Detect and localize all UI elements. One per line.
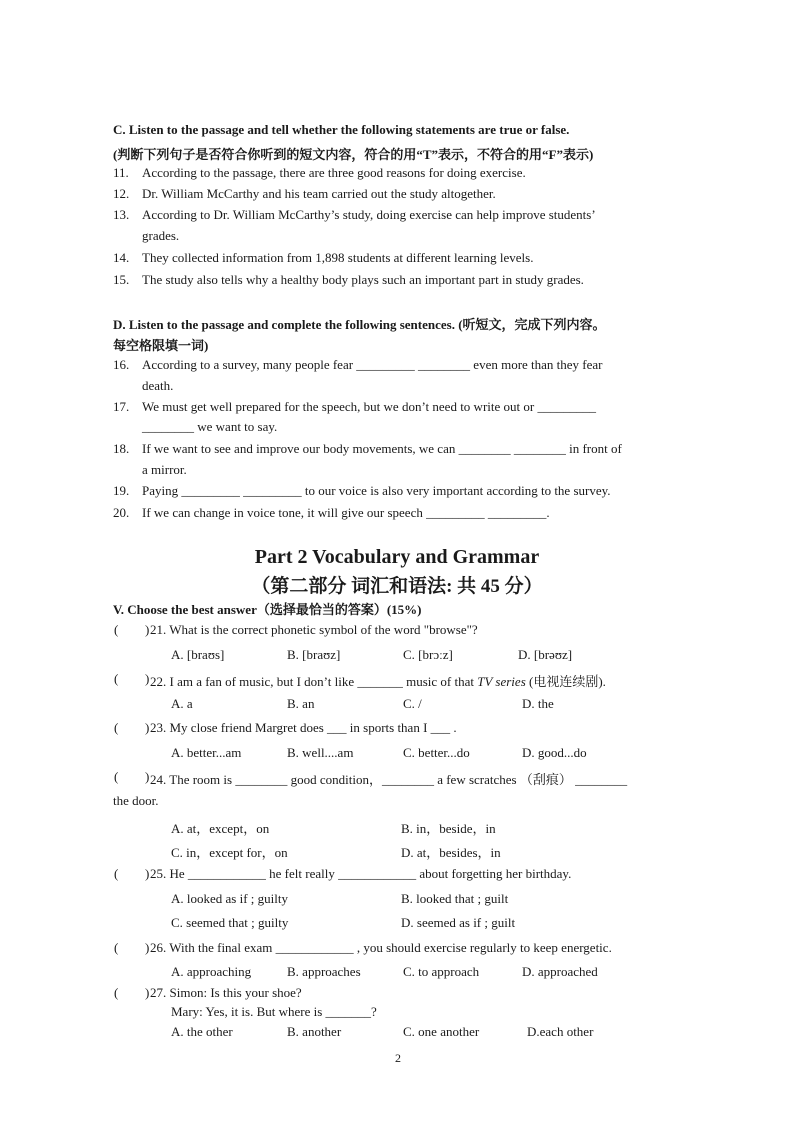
answer-blank-open: ( xyxy=(114,866,119,881)
item-text: They collected information from 1,898 students at different learning levels. xyxy=(142,250,534,265)
option-c: C. / xyxy=(403,696,422,711)
answer-blank-close: ) xyxy=(145,866,150,881)
option-b: B. well....am xyxy=(287,745,354,760)
option-d: D. seemed as if ; guilt xyxy=(401,915,516,930)
item-text-continued: grades. xyxy=(142,228,180,243)
option-b: B. in，beside，in xyxy=(401,821,496,836)
answer-blank-open: ( xyxy=(114,671,119,686)
item-text: Paying _________ _________ to our voice is also very important according to the survey. xyxy=(142,483,611,498)
answer-blank-open: ( xyxy=(114,622,119,637)
item-text-continued: a mirror. xyxy=(142,462,187,477)
question-stem-continued: the door. xyxy=(113,793,159,808)
option-b: B. [braʊz] xyxy=(287,647,341,662)
item-text: Dr. William McCarthy and his team carried out the study altogether. xyxy=(142,186,496,201)
section-c-title: C. Listen to the passage and tell whether the following statements are true or false. xyxy=(113,122,570,137)
item-text: If we want to see and improve our body movements, we can ________ ________ in front of xyxy=(142,441,622,456)
option-d: D. approached xyxy=(522,964,598,979)
item-number: 11. xyxy=(113,165,129,180)
option-d: D. [brəʊz] xyxy=(518,647,573,662)
option-a: A. approaching xyxy=(171,964,252,979)
section-d-title: D. Listen to the passage and complete the following sentences. (听短文，完成下列内容。 xyxy=(113,317,606,332)
item-text: According to the passage, there are three good reasons for doing exercise. xyxy=(142,165,526,180)
answer-blank-close: ) xyxy=(145,622,150,637)
item-number: 18. xyxy=(113,441,130,456)
option-a: A. a xyxy=(171,696,193,711)
item-text-continued: ________ we want to say. xyxy=(142,419,278,434)
question-stem: 21. What is the correct phonetic symbol of the word "browse"? xyxy=(150,622,478,637)
option-b: B. another xyxy=(287,1024,342,1039)
option-c: C. one another xyxy=(403,1024,480,1039)
question-stem: 24. The room is ________ good condition，________ a few scratches （刮痕） ________ xyxy=(150,772,628,787)
option-a: A. [braʊs] xyxy=(171,647,225,662)
answer-blank-close: ) xyxy=(145,671,150,686)
option-b: B. looked that ; guilt xyxy=(401,891,509,906)
question-stem: 25. He ____________ he felt really ____________ about forgetting her birthday. xyxy=(150,866,572,881)
item-text: According to a survey, many people fear _________ ________ even more than they fear xyxy=(142,357,603,372)
option-d: D. good...do xyxy=(522,745,587,760)
section-v-title: V. Choose the best answer（选择最恰当的答案）(15%) xyxy=(113,602,422,617)
option-c: C. to approach xyxy=(403,964,480,979)
option-a: A. at，except，on xyxy=(171,821,270,836)
option-c: C. better...do xyxy=(403,745,470,760)
item-number: 13. xyxy=(113,207,130,222)
answer-blank-open: ( xyxy=(114,720,119,735)
item-number: 16. xyxy=(113,357,130,372)
item-number: 15. xyxy=(113,272,130,287)
question-stem-part: 22. I am a fan of music, but I don’t like _______ music of that xyxy=(150,674,478,689)
item-number: 17. xyxy=(113,399,130,414)
question-stem: 27. Simon: Is this your shoe? xyxy=(150,985,302,1000)
question-stem-part: (电视连续剧). xyxy=(525,674,606,689)
item-number: 12. xyxy=(113,186,130,201)
option-c: C. [brɔːz] xyxy=(403,647,453,662)
question-stem: 23. My close friend Margret does ___ in sports than I ___ . xyxy=(150,720,457,735)
item-number: 14. xyxy=(113,250,130,265)
answer-blank-close: ) xyxy=(145,720,150,735)
item-text: We must get well prepared for the speech, but we don’t need to write out or _________ xyxy=(142,399,596,414)
answer-blank-open: ( xyxy=(114,940,119,955)
part-2-subtitle: （第二部分 词汇和语法: 共 45 分） xyxy=(251,576,543,597)
answer-blank-close: ) xyxy=(145,940,150,955)
option-d: D.each other xyxy=(527,1024,594,1039)
item-text: According to Dr. William McCarthy’s study, doing exercise can help improve students’ xyxy=(142,207,596,222)
option-a: A. better...am xyxy=(171,745,242,760)
item-text: The study also tells why a healthy body plays such an important part in study grades. xyxy=(142,272,584,287)
option-c: C. seemed that ; guilty xyxy=(171,915,289,930)
option-b: B. approaches xyxy=(287,964,361,979)
item-text-continued: death. xyxy=(142,378,174,393)
option-a: A. the other xyxy=(171,1024,233,1039)
answer-blank-open: ( xyxy=(114,769,119,784)
item-number: 20. xyxy=(113,505,130,520)
item-number: 19. xyxy=(113,483,130,498)
option-d: D. the xyxy=(522,696,554,711)
answer-blank-open: ( xyxy=(114,985,119,1000)
answer-blank-close: ) xyxy=(145,769,150,784)
option-b: B. an xyxy=(287,696,315,711)
question-stem xyxy=(150,671,606,690)
section-d-title-line2: 每空格限填一词) xyxy=(113,338,209,353)
question-stem-italic: TV series xyxy=(477,674,526,689)
answer-blank-close: ) xyxy=(145,985,150,1000)
option-d: D. at，besides，in xyxy=(401,845,501,860)
question-stem: 26. With the final exam ____________ , you should exercise regularly to keep energetic. xyxy=(150,940,612,955)
page-number: 2 xyxy=(395,1051,401,1065)
part-2-title: Part 2 Vocabulary and Grammar xyxy=(254,546,540,568)
option-a: A. looked as if ; guilty xyxy=(171,891,288,906)
item-text: If we can change in voice tone, it will give our speech _________ _________. xyxy=(142,505,550,520)
question-stem-line2: Mary: Yes, it is. But where is _______? xyxy=(171,1004,377,1019)
section-c-instruction: (判断下列句子是否符合你听到的短文内容，符合的用“T”表示，不符合的用“F”表示) xyxy=(113,147,594,162)
option-c: C. in，except for，on xyxy=(171,845,288,860)
